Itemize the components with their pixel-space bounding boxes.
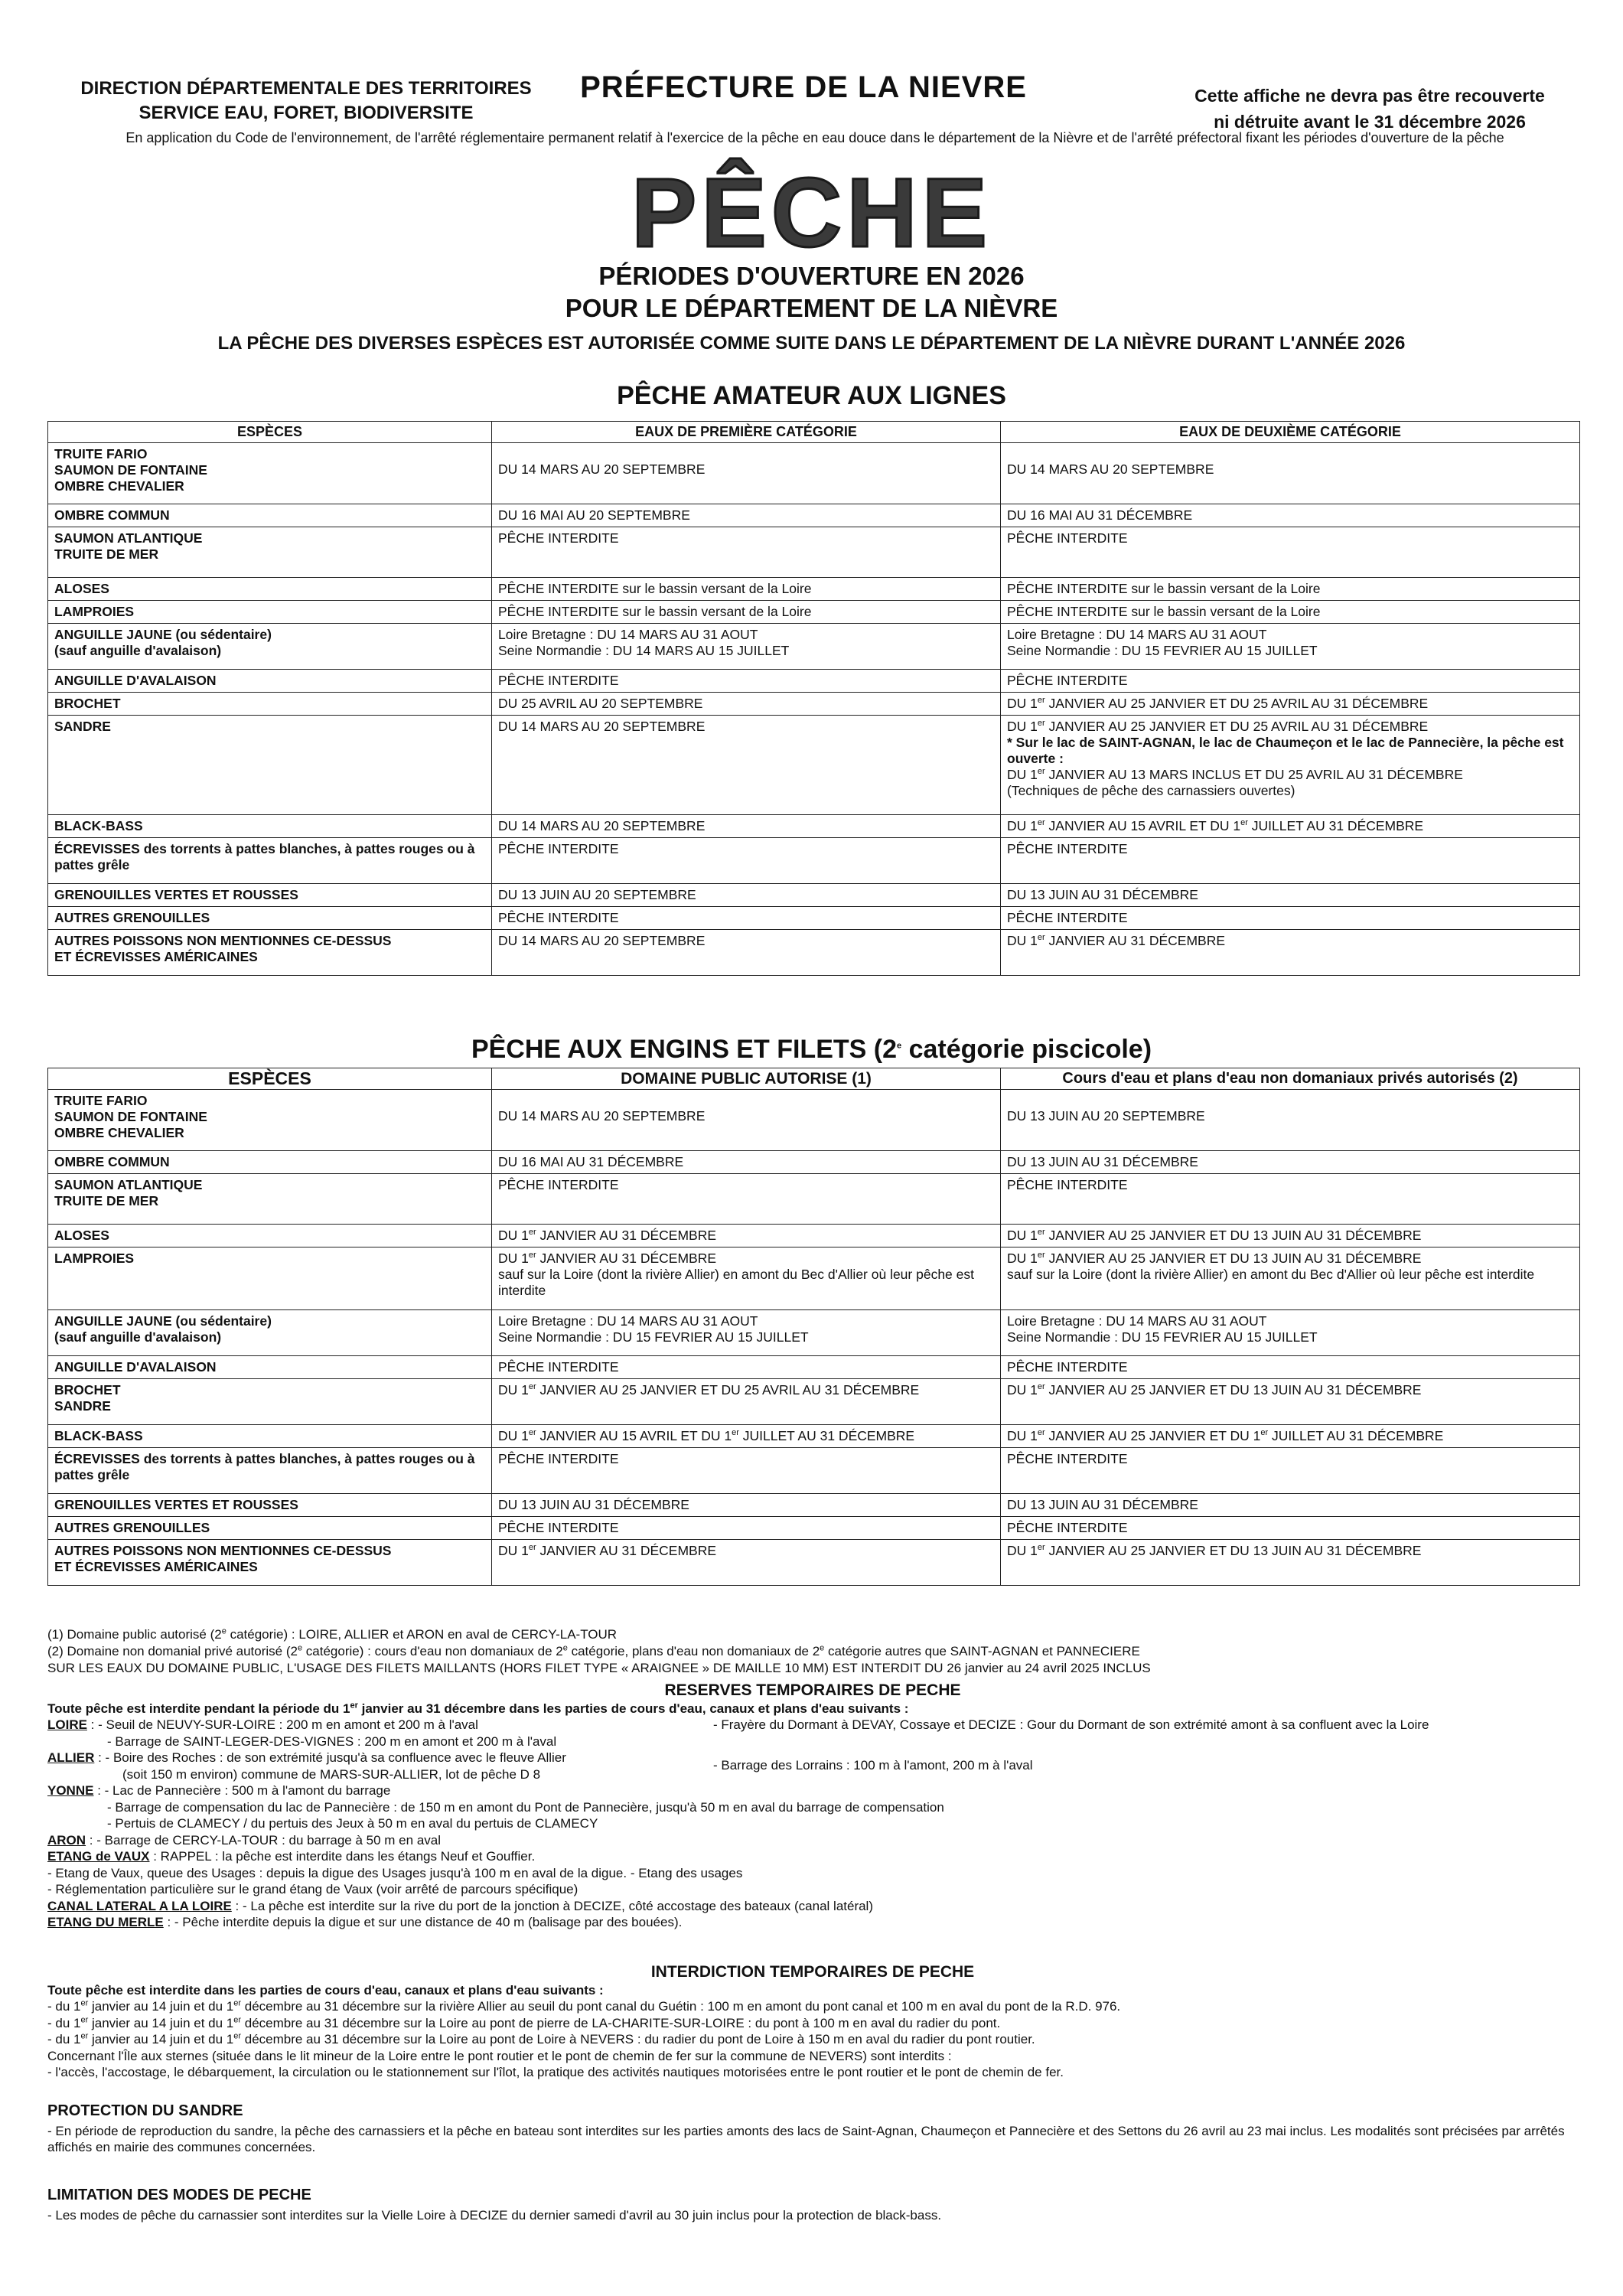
engins-title: PÊCHE AUX ENGINS ET FILETS (2e catégorie piscicole): [471, 1035, 1152, 1064]
interdiction-item: - du 1er janvier au 14 juin et du 1er décembre au 31 décembre sur la Loire au pont de Loire à NEVERS : du radier du pont de Loire à 150 m en aval du radier du pont routier.: [47, 2031, 1035, 2047]
subtitle-department: POUR LE DÉPARTEMENT DE LA NIÈVRE: [565, 294, 1058, 322]
sandre-lake-note: * Sur le lac de SAINT-AGNAN, le lac de Chaumeçon et le lac de Pannecière, la pêche est ouverte :: [1007, 735, 1564, 766]
period-cell-col1: PÊCHE INTERDITE: [492, 838, 1001, 884]
period-cell-col1: DU 1er JANVIER AU 31 DÉCEMBRE: [492, 1225, 1001, 1247]
period-cell-col2: DU 1er JANVIER AU 31 DÉCEMBRE: [1001, 930, 1580, 976]
footnote-3: SUR LES EAUX DU DOMAINE PUBLIC, L'USAGE DES FILETS MAILLANTS (HORS FILET TYPE « ARAIGNEE » DE MAILLE 10 MM) EST INTERDIT DU 26 janvier au 24 avril 2025 INCLUS: [47, 1661, 1151, 1675]
interdiction-title: INTERDICTION TEMPORAIRES DE PECHE: [650, 1963, 975, 1981]
footnote-2: (2) Domaine non domanial privé autorisé (2e catégorie) : cours d'eau non domaniaux de 2e catégorie, plans d'eau non domaniaux de 2e catégorie autres que SAINT-AGNAN et PANNECIERE: [47, 1643, 1140, 1658]
table-row: [48, 815, 1580, 838]
period-cell-col2: DU 1er JANVIER AU 25 JANVIER ET DU 13 JUIN AU 31 DÉCEMBRE: [1001, 1540, 1580, 1586]
header-direction: DIRECTION DÉPARTEMENTALE DES TERRITOIRES: [80, 78, 532, 99]
header-non-domaniaux: Cours d'eau et plans d'eau non domaniaux privés autorisés (2): [1001, 1068, 1580, 1090]
period-cell-col1: PÊCHE INTERDITE: [492, 907, 1001, 930]
table-row: [48, 1494, 1580, 1517]
species-cell: AUTRES GRENOUILLES: [48, 1517, 492, 1540]
period-cell-col2: PÊCHE INTERDITE sur le bassin versant de la Loire: [1001, 578, 1580, 601]
species-cell: LAMPROIES: [48, 1247, 492, 1310]
period-cell-col2: DU 1er JANVIER AU 25 JANVIER ET DU 1er JUILLET AU 31 DÉCEMBRE: [1001, 1425, 1580, 1448]
species-cell: GRENOUILLES VERTES ET ROUSSES: [48, 884, 492, 907]
period-cell-col1: PÊCHE INTERDITE: [492, 1356, 1001, 1379]
period-cell-col2: PÊCHE INTERDITE sur le bassin versant de la Loire: [1001, 601, 1580, 624]
period-cell-col1: DU 1er JANVIER AU 15 AVRIL ET DU 1er JUILLET AU 31 DÉCEMBRE: [492, 1425, 1001, 1448]
species-cell: AUTRES GRENOUILLES: [48, 907, 492, 930]
reserve-loire-right: - Frayère du Dormant à DEVAY, Cossaye et DECIZE : Gour du Dormant de son extrémité amont à sa confluent avec la Loire: [713, 1717, 1429, 1732]
period-cell-col2: DU 1er JANVIER AU 25 JANVIER ET DU 25 AVRIL AU 31 DÉCEMBRE: [1001, 693, 1580, 716]
table-row: [48, 1247, 1580, 1310]
label-canal: CANAL LATERAL A LA LOIRE: [47, 1898, 232, 1913]
period-cell-col2: PÊCHE INTERDITE: [1001, 527, 1580, 578]
period-cell-col1: DU 1er JANVIER AU 25 JANVIER ET DU 25 AVRIL AU 31 DÉCEMBRE: [492, 1379, 1001, 1425]
period-cell-col2: PÊCHE INTERDITE: [1001, 1356, 1580, 1379]
species-cell: SAUMON ATLANTIQUE TRUITE DE MER: [48, 1174, 492, 1225]
period-cell-col1: DU 13 JUIN AU 20 SEPTEMBRE: [492, 884, 1001, 907]
period-cell-col1: DU 14 MARS AU 20 SEPTEMBRE: [492, 1090, 1001, 1151]
intro-text: En application du Code de l'environnement, de l'arrêté réglementaire permanent relatif à l'exercice de la pêche en eau douce dans le département de la Nièvre et de l'arrêté préfectoral fixant les périodes d'ouverture de la pêche: [125, 130, 1504, 145]
period-cell-col2: DU 1er JANVIER AU 15 AVRIL ET DU 1er JUILLET AU 31 DÉCEMBRE: [1001, 815, 1580, 838]
table-row: [48, 884, 1580, 907]
header-service: SERVICE EAU, FORET, BIODIVERSITE: [139, 103, 474, 123]
species-cell: BROCHET: [48, 693, 492, 716]
reserve-vaux-3: - Réglementation particulière sur le grand étang de Vaux (voir arrêté de parcours spécifique): [47, 1882, 578, 1896]
reserve-vaux-2: - Etang de Vaux, queue des Usages : depuis la digue des Usages jusqu'à 100 m en aval de la digue. - Etang des usages: [47, 1865, 743, 1880]
subtitle-periods: PÉRIODES D'OUVERTURE EN 2026: [598, 262, 1025, 290]
period-cell-col1: PÊCHE INTERDITE: [492, 1448, 1001, 1494]
table-row: [48, 907, 1580, 930]
table-row: [48, 1174, 1580, 1225]
reserve-yonne-1: YONNE : - Lac de Pannecière : 500 m à l'amont du barrage: [47, 1783, 391, 1798]
interdiction-section: [47, 1964, 1578, 2081]
species-cell: ANGUILLE JAUNE (ou sédentaire) (sauf anguille d'avalaison): [48, 1310, 492, 1356]
reserve-yonne-3: - Pertuis de CLAMECY / du pertuis des Jeux à 50 m en aval du pertuis de CLAMECY: [107, 1816, 598, 1831]
amateur-table: [47, 421, 1580, 976]
species-cell: ANGUILLE JAUNE (ou sédentaire) (sauf anguille d'avalaison): [48, 624, 492, 670]
reserve-vaux-1: ETANG de VAUX : RAPPEL : la pêche est interdite dans les étangs Neuf et Gouffier.: [47, 1849, 536, 1864]
species-cell: SANDRE: [48, 716, 492, 815]
footnotes: [47, 1626, 1578, 1677]
label-merle: ETANG DU MERLE: [47, 1915, 164, 1929]
protection-title: PROTECTION DU SANDRE: [47, 2102, 243, 2119]
interdiction-list: [47, 1998, 1578, 2081]
reserve-yonne-2: - Barrage de compensation du lac de Pannecière : de 150 m en amont du Pont de Pannecière, jusqu'à 50 m en aval du barrage de compensation: [107, 1799, 944, 1815]
interdiction-intro: Toute pêche est interdite dans les parties de cours d'eau, canaux et plans d'eau suivants :: [47, 1982, 604, 1998]
table-row: [48, 527, 1580, 578]
table-header-row: [48, 1068, 1580, 1090]
header-species: ESPÈCES: [48, 422, 492, 443]
period-cell-col2: DU 14 MARS AU 20 SEPTEMBRE: [1001, 443, 1580, 504]
reserve-allier-2: (soit 150 m environ) commune de MARS-SUR-ALLIER, lot de pêche D 8: [122, 1766, 541, 1782]
period-cell-col1: PÊCHE INTERDITE sur le bassin versant de la Loire: [492, 601, 1001, 624]
species-cell: SAUMON ATLANTIQUE TRUITE DE MER: [48, 527, 492, 578]
period-cell-col1: DU 16 MAI AU 31 DÉCEMBRE: [492, 1151, 1001, 1174]
header-cat1: EAUX DE PREMIÈRE CATÉGORIE: [492, 422, 1001, 443]
period-cell-col1: Loire Bretagne : DU 14 MARS AU 31 AOUT Seine Normandie : DU 15 FEVRIER AU 15 JUILLET: [492, 1310, 1001, 1356]
protection-section: [47, 2103, 1578, 2156]
period-cell-col2: PÊCHE INTERDITE: [1001, 1174, 1580, 1225]
table-row: [48, 504, 1580, 527]
reserve-loire-2: - Barrage de SAINT-LEGER-DES-VIGNES : 200 m en amont et 200 m à l'aval: [107, 1733, 557, 1749]
species-cell: GRENOUILLES VERTES ET ROUSSES: [48, 1494, 492, 1517]
interdiction-item: - l'accès, l'accostage, le débarquement, la circulation ou le stationnement sur l'îlot, la pratique des activités nautiques motorisées entre le pont routier et le pont de chemin de fer.: [47, 2065, 1064, 2079]
period-cell-col2: DU 16 MAI AU 31 DÉCEMBRE: [1001, 504, 1580, 527]
table-row: [48, 1517, 1580, 1540]
protection-text: - En période de reproduction du sandre, la pêche des carnassiers et la pêche en bateau sont interdites sur les parties amonts des lacs de Saint-Agnan, Chaumeçon et Pannecière et des Settons du 26 avril au 23 mai inclus. Les modalités sont précisées par arrêtés affichés en mairie des communes concernées.: [47, 2123, 1565, 2154]
period-cell-col1: DU 14 MARS AU 20 SEPTEMBRE: [492, 716, 1001, 815]
table-row: [48, 716, 1580, 815]
table-row: [48, 693, 1580, 716]
species-cell: ALOSES: [48, 578, 492, 601]
period-cell-col1: DU 13 JUIN AU 31 DÉCEMBRE: [492, 1494, 1001, 1517]
header-right: [1133, 83, 1607, 135]
period-cell-col1: PÊCHE INTERDITE sur le bassin versant de la Loire: [492, 578, 1001, 601]
table-row: [48, 1425, 1580, 1448]
species-cell: BLACK-BASS: [48, 1425, 492, 1448]
species-cell: BROCHET SANDRE: [48, 1379, 492, 1425]
reserve-loire-1: LOIRE : - Seuil de NEUVY-SUR-LOIRE : 200 m en amont et 200 m à l'aval - Frayère du Dormant à DEVAY, Cossaye et DECIZE : Gour du Dormant de son extrémité amont à sa confluent avec la Loire: [47, 1717, 1429, 1732]
table-row: [48, 1225, 1580, 1247]
species-cell: ALOSES: [48, 1225, 492, 1247]
reserves-section: [47, 1682, 1578, 1931]
period-cell-col2: Loire Bretagne : DU 14 MARS AU 31 AOUT Seine Normandie : DU 15 FEVRIER AU 15 JUILLET: [1001, 1310, 1580, 1356]
period-cell-col2: DU 1er JANVIER AU 25 JANVIER ET DU 13 JUIN AU 31 DÉCEMBRE sauf sur la Loire (dont la rivière Allier) en amont du Bec d'Allier où leur pêche est interdite: [1001, 1247, 1580, 1310]
species-cell: ÉCREVISSES des torrents à pattes blanches, à pattes rouges ou à pattes grêle: [48, 838, 492, 884]
header-cat2: EAUX DE DEUXIÈME CATÉGORIE: [1001, 422, 1580, 443]
period-cell-col1: Loire Bretagne : DU 14 MARS AU 31 AOUT Seine Normandie : DU 14 MARS AU 15 JUILLET: [492, 624, 1001, 670]
period-cell-col2: DU 1er JANVIER AU 25 JANVIER ET DU 13 JUIN AU 31 DÉCEMBRE: [1001, 1225, 1580, 1247]
species-cell: ANGUILLE D'AVALAISON: [48, 1356, 492, 1379]
species-cell: ÉCREVISSES des torrents à pattes blanches, à pattes rouges ou à pattes grêle: [48, 1448, 492, 1494]
subtitle-authorization: LA PÊCHE DES DIVERSES ESPÈCES EST AUTORISÉE COMME SUITE DANS LE DÉPARTEMENT DE LA NIÈVRE DURANT L'ANNÉE 2026: [217, 333, 1406, 354]
limitation-section: [47, 2187, 1578, 2223]
period-cell-col2: PÊCHE INTERDITE: [1001, 670, 1580, 693]
limitation-title: LIMITATION DES MODES DE PECHE: [47, 2187, 311, 2203]
table-row: [48, 1151, 1580, 1174]
header-prefecture: PRÉFECTURE DE LA NIEVRE: [580, 70, 1027, 104]
reserves-title: RESERVES TEMPORAIRES DE PECHE: [664, 1681, 961, 1699]
header-domaine-public: DOMAINE PUBLIC AUTORISE (1): [492, 1068, 1001, 1090]
table-header-row: [48, 422, 1580, 443]
label-yonne: YONNE: [47, 1783, 94, 1798]
period-cell-col2: Loire Bretagne : DU 14 MARS AU 31 AOUT Seine Normandie : DU 15 FEVRIER AU 15 JUILLET: [1001, 624, 1580, 670]
period-cell-col1: PÊCHE INTERDITE: [492, 670, 1001, 693]
species-cell: BLACK-BASS: [48, 815, 492, 838]
reserve-merle: ETANG DU MERLE : - Pêche interdite depuis la digue et sur une distance de 40 m (balisage par des bouées).: [47, 1915, 683, 1929]
table-row: [48, 670, 1580, 693]
interdiction-item: - du 1er janvier au 14 juin et du 1er décembre au 31 décembre sur la rivière Allier au seuil du pont canal du Guétin : 100 m en amont du pont canal et 100 m en aval du pont de la R.D. 976.: [47, 1998, 1121, 2014]
period-cell-col2: PÊCHE INTERDITE: [1001, 1517, 1580, 1540]
table-row: [48, 1310, 1580, 1356]
period-cell-col2: DU 13 JUIN AU 20 SEPTEMBRE: [1001, 1090, 1580, 1151]
sandre-lake-period: DU 1er JANVIER AU 13 MARS INCLUS ET DU 25 AVRIL AU 31 DÉCEMBRE (Techniques de pêche des carnassiers ouvertes): [1007, 767, 1463, 798]
period-cell-col1: PÊCHE INTERDITE: [492, 527, 1001, 578]
table-row: [48, 601, 1580, 624]
label-vaux: ETANG de VAUX: [47, 1849, 150, 1864]
reserves-intro: Toute pêche est interdite pendant la période du 1er janvier au 31 décembre dans les parties de cours d'eau, canaux et plans d'eau suivants :: [47, 1700, 909, 1716]
period-cell-col1: DU 1er JANVIER AU 31 DÉCEMBRE sauf sur la Loire (dont la rivière Allier) en amont du Bec d'Allier où leur pêche est interdite: [492, 1247, 1001, 1310]
period-cell-col2: DU 13 JUIN AU 31 DÉCEMBRE: [1001, 1151, 1580, 1174]
engins-table: [47, 1068, 1580, 1586]
page-title: PÊCHE: [631, 158, 992, 268]
period-cell-col1: DU 25 AVRIL AU 20 SEPTEMBRE: [492, 693, 1001, 716]
label-aron: ARON: [47, 1832, 86, 1848]
footnote-1: (1) Domaine public autorisé (2e catégorie) : LOIRE, ALLIER et ARON en aval de CERCY-LA-TOUR: [47, 1626, 618, 1642]
reserve-allier-1: ALLIER : - Boire des Roches : de son extrémité jusqu'à sa confluence avec le fleuve Allier - Barrage des Lorrains : 100 m à l'amont, 200 m à l'aval: [47, 1750, 1033, 1773]
period-cell-col2: PÊCHE INTERDITE: [1001, 1448, 1580, 1494]
species-cell: LAMPROIES: [48, 601, 492, 624]
period-cell-col1: DU 14 MARS AU 20 SEPTEMBRE: [492, 930, 1001, 976]
table-row: [48, 1356, 1580, 1379]
table-row: [48, 1090, 1580, 1151]
species-cell: AUTRES POISSONS NON MENTIONNES CE-DESSUS ET ÉCREVISSES AMÉRICAINES: [48, 1540, 492, 1586]
table-row: [48, 1379, 1580, 1425]
period-cell-col1: PÊCHE INTERDITE: [492, 1174, 1001, 1225]
period-cell-col1: DU 1er JANVIER AU 31 DÉCEMBRE: [492, 1540, 1001, 1586]
limitation-text: - Les modes de pêche du carnassier sont interdites sur la Vielle Loire à DECIZE du dernier samedi d'avril au 30 juin inclus pour la protection de black-bass.: [47, 2207, 942, 2223]
header-notice-line2: ni détruite avant le 31 décembre 2026: [1214, 112, 1526, 132]
reserve-allier-right: - Barrage des Lorrains : 100 m à l'amont, 200 m à l'aval: [713, 1758, 1033, 1773]
period-cell-col2: DU 1er JANVIER AU 25 JANVIER ET DU 25 AVRIL AU 31 DÉCEMBRE * Sur le lac de SAINT-AGNAN, le lac de Chaumeçon et le lac de Pannecière, la pêche est ouverte : DU 1er JANVIER AU 13 MARS INCLUS ET DU 25 AVRIL AU 31 DÉCEMBRE (Techniques de pêche des carnassiers ouvertes): [1001, 716, 1580, 815]
header-species: ESPÈCES: [48, 1068, 492, 1090]
interdiction-item: Concernant l'Île aux sternes (située dans le lit mineur de la Loire entre le pont routier et le pont de chemin de fer sur la commune de NEVERS) sont interdits :: [47, 2048, 952, 2063]
table-row: [48, 1540, 1580, 1586]
period-cell-col2: PÊCHE INTERDITE: [1001, 838, 1580, 884]
reserve-aron-1: ARON : - Barrage de CERCY-LA-TOUR : du barrage à 50 m en aval: [47, 1832, 442, 1848]
species-cell: TRUITE FARIO SAUMON DE FONTAINE OMBRE CHEVALIER: [48, 1090, 492, 1151]
period-cell-col1: PÊCHE INTERDITE: [492, 1517, 1001, 1540]
period-cell-col1: DU 14 MARS AU 20 SEPTEMBRE: [492, 443, 1001, 504]
table-row: [48, 443, 1580, 504]
period-cell-col2: PÊCHE INTERDITE: [1001, 907, 1580, 930]
interdiction-item: - du 1er janvier au 14 juin et du 1er décembre au 31 décembre sur la Loire au pont de pierre de LA-CHARITE-SUR-LOIRE : du pont à 100 m en aval du radier du pont.: [47, 2014, 1001, 2030]
period-cell-col1: DU 14 MARS AU 20 SEPTEMBRE: [492, 815, 1001, 838]
table-row: [48, 930, 1580, 976]
period-cell-col2: DU 1er JANVIER AU 25 JANVIER ET DU 13 JUIN AU 31 DÉCEMBRE: [1001, 1379, 1580, 1425]
species-cell: ANGUILLE D'AVALAISON: [48, 670, 492, 693]
table-row: [48, 1448, 1580, 1494]
species-cell: AUTRES POISSONS NON MENTIONNES CE-DESSUS ET ÉCREVISSES AMÉRICAINES: [48, 930, 492, 976]
species-cell: TRUITE FARIO SAUMON DE FONTAINE OMBRE CHEVALIER: [48, 443, 492, 504]
table-row: [48, 578, 1580, 601]
species-cell: OMBRE COMMUN: [48, 504, 492, 527]
period-cell-col2: DU 13 JUIN AU 31 DÉCEMBRE: [1001, 884, 1580, 907]
header-notice-line1: Cette affiche ne devra pas être recouverte: [1194, 86, 1545, 106]
period-cell-col1: DU 16 MAI AU 20 SEPTEMBRE: [492, 504, 1001, 527]
label-loire: LOIRE: [47, 1717, 87, 1732]
period-cell-col2: DU 13 JUIN AU 31 DÉCEMBRE: [1001, 1494, 1580, 1517]
label-allier: ALLIER: [47, 1750, 95, 1765]
amateur-title: PÊCHE AMATEUR AUX LIGNES: [617, 381, 1006, 410]
subtitle-block: [0, 260, 1623, 325]
table-row: [48, 624, 1580, 670]
table-row: [48, 838, 1580, 884]
header-left: [46, 77, 566, 126]
species-cell: OMBRE COMMUN: [48, 1151, 492, 1174]
reserve-canal: CANAL LATERAL A LA LOIRE : - La pêche est interdite sur la rive du port de la jonction à DECIZE, côté accostage des bateaux (canal latéral): [47, 1898, 873, 1913]
